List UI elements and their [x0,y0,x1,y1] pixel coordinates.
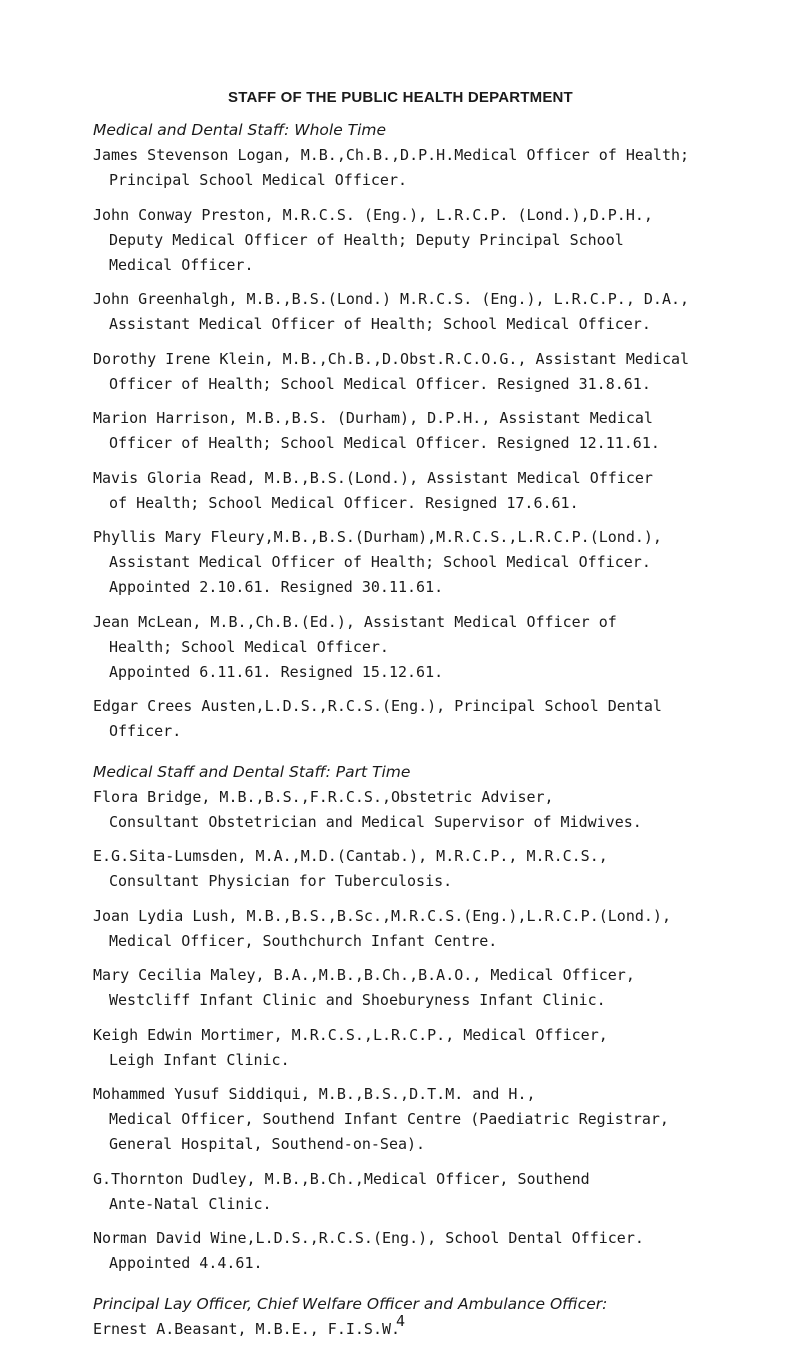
staff-entry-continuation-line: Officer. [109,722,182,740]
staff-entry [93,1082,793,1157]
staff-entry-continuation-line: Officer of Health; School Medical Officer. Resigned 12.11.61. [109,434,660,452]
staff-entry-first-line: Phyllis Mary Fleury,M.B.,B.S.(Durham),M.R.C.S.,L.R.C.P.(Lond.), [93,528,662,546]
staff-entry-continuation-line: Medical Officer. [109,255,254,274]
staff-list [93,118,793,1351]
staff-entry-continuation-line: General Hospital, Southend-on-Sea). [109,1135,426,1153]
staff-entry [93,785,793,835]
staff-entry-continuation-line: Officer of Health; School Medical Officer. Resigned 31.8.61. [109,374,651,393]
section-heading: Medical and Dental Staff: Whole Time [93,121,387,139]
staff-entry [93,203,793,278]
staff-entry-first-line: Joan Lydia Lush, M.B.,B.S.,B.Sc.,M.R.C.S.(Eng.),L.R.C.P.(Lond.), [93,906,671,925]
staff-entry-continuation-line: of Health; School Medical Officer. Resigned 17.6.61. [109,493,579,512]
staff-entry-first-line: Keigh Edwin Mortimer, M.R.C.S.,L.R.C.P., Medical Officer, [93,1025,608,1044]
staff-entry-first-line: Dorothy Irene Klein, M.B.,Ch.B.,D.Obst.R.C.O.G., Assistant Medical [93,349,690,368]
staff-entry-first-line: Jean McLean, M.B.,Ch.B.(Ed.), Assistant Medical Officer of [93,612,617,631]
staff-entry-first-line: Mary Cecilia Maley, B.A.,M.B.,B.Ch.,B.A.O., Medical Officer, [93,966,635,984]
staff-entry-continuation-line: Principal School Medical Officer. [109,171,408,189]
staff-entry-continuation-line: Medical Officer, Southend Infant Centre (Paediatric Registrar, [109,1110,669,1128]
section-heading: Medical Staff and Dental Staff: Part Time [93,762,411,781]
staff-entry-first-line: John Greenhalgh, M.B.,B.S.(Lond.) M.R.C.S. (Eng.), L.R.C.P., D.A., [93,290,690,308]
staff-entry-continuation-line: Medical Officer, Southchurch Infant Centre. [109,931,498,950]
staff-entry [93,963,793,1013]
staff-entry-first-line: Edgar Crees Austen,L.D.S.,R.C.S.(Eng.), Principal School Dental [93,697,662,715]
staff-entry [93,143,793,193]
staff-entry [93,694,793,744]
staff-entry-continuation-line: Ante-Natal Clinic. [109,1194,272,1213]
staff-entry-continuation-line: Health; School Medical Officer. [109,637,389,656]
staff-entry-continuation-line: Assistant Medical Officer of Health; School Medical Officer. [109,315,651,333]
staff-entry [93,904,793,954]
staff-entry-continuation-line: Appointed 2.10.61. Resigned 30.11.61. [109,578,444,596]
staff-entry-first-line: John Conway Preston, M.R.C.S. (Eng.), L.R.C.P. (Lond.),D.P.H., [93,205,653,224]
staff-entry-first-line: Marion Harrison, M.B.,B.S. (Durham), D.P.H., Assistant Medical [93,409,653,427]
staff-entry-first-line: Mavis Gloria Read, M.B.,B.S.(Lond.), Assistant Medical Officer [93,468,653,487]
staff-entry-first-line: G.Thornton Dudley, M.B.,B.Ch.,Medical Officer, Southend [93,1169,590,1188]
staff-entry [93,1226,793,1276]
staff-entry-continuation-line: Consultant Obstetrician and Medical Supervisor of Midwives. [109,812,642,831]
staff-entry-continuation-line: Consultant Physician for Tuberculosis. [109,872,453,890]
staff-entry [93,466,793,516]
staff-entry [93,287,793,337]
staff-entry-first-line: James Stevenson Logan, M.B.,Ch.B.,D.P.H.Medical Officer of Health; [93,146,690,164]
staff-entry-first-line: E.G.Sita-Lumsden, M.A.,M.D.(Cantab.), M.R.C.P., M.R.C.S., [93,847,608,865]
staff-entry-first-line: Mohammed Yusuf Siddiqui, M.B.,B.S.,D.T.M. and H., [93,1085,536,1103]
staff-entry [93,347,793,397]
page-number: 4 [395,1312,406,1330]
staff-entry-continuation-line: Appointed 6.11.61. Resigned 15.12.61. [109,662,444,681]
staff-entry-continuation-line: Deputy Medical Officer of Health; Deputy Principal School [109,230,624,249]
staff-entry [93,1023,793,1073]
staff-entry-continuation-line: Westcliff Infant Clinic and Shoeburyness Infant Clinic. [109,991,606,1009]
staff-entry-continuation-line: Assistant Medical Officer of Health; School Medical Officer. [109,553,651,571]
staff-entry-continuation-line: Appointed 4.4.61. [109,1254,263,1272]
staff-entry [93,1167,793,1217]
final-entry-line: Ernest A.Beasant, M.B.E., F.I.S.W. [93,1319,401,1338]
staff-entry [93,844,793,894]
staff-entry [93,525,793,600]
staff-entry [93,406,793,456]
staff-entry [93,610,793,685]
staff-entry-continuation-line: Leigh Infant Clinic. [109,1050,290,1069]
staff-entry-first-line: Norman David Wine,L.D.S.,R.C.S.(Eng.), School Dental Officer. [93,1229,644,1247]
page-title: STAFF OF THE PUBLIC HEALTH DEPARTMENT [228,89,573,106]
final-heading: Principal Lay Officer, Chief Welfare Officer and Ambulance Officer: [93,1294,608,1313]
staff-entry-first-line: Flora Bridge, M.B.,B.S.,F.R.C.S.,Obstetric Adviser, [93,787,554,806]
